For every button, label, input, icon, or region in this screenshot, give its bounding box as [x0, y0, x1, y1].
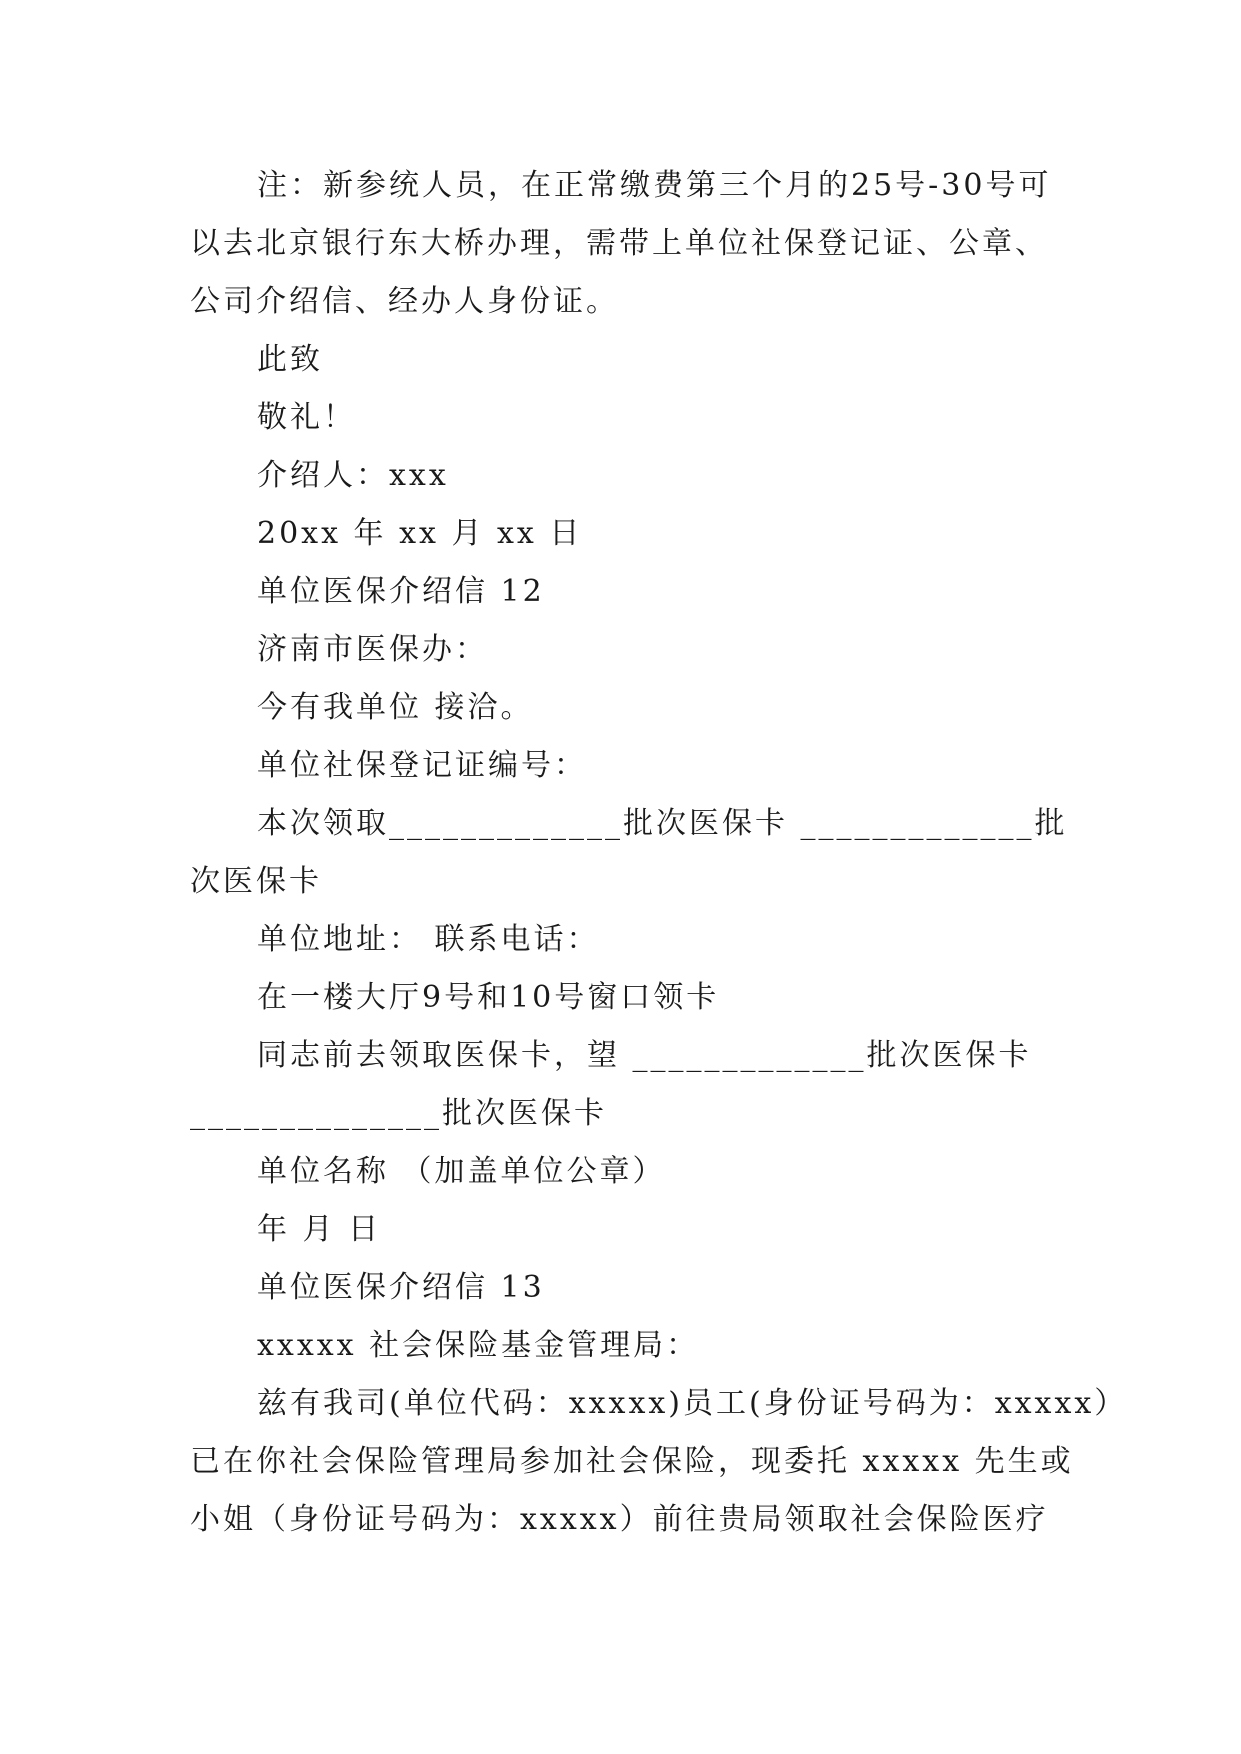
closing-salutation: 此致 — [257, 342, 323, 377]
date-line: 20xx 年 xx 月 xx 日 — [257, 516, 583, 551]
section-title-12: 单位医保介绍信 12 — [257, 574, 545, 609]
body-line-13-1: 兹有我司(单位代码：xxxxx)员工(身份证号码为：xxxxx） — [257, 1386, 1128, 1421]
collect-line-1: 同志前去领取医保卡，望 _____________批次医保卡 — [257, 1038, 1032, 1073]
section-title-13: 单位医保介绍信 13 — [257, 1270, 545, 1305]
unit-name-line: 单位名称 （加盖单位公章） — [257, 1154, 666, 1189]
body-line-13-2: 已在你社会保险管理局参加社会保险，现委托 xxxxx 先生或 — [190, 1444, 1074, 1479]
date-blank-line: 年 月 日 — [257, 1212, 382, 1247]
batch-line-1: 本次领取_____________批次医保卡 _____________批 — [257, 806, 1068, 841]
collect-line-2: ______________批次医保卡 — [190, 1096, 607, 1131]
window-line: 在一楼大厅9号和10号窗口领卡 — [257, 980, 720, 1015]
closing-regards: 敬礼！ — [257, 400, 356, 435]
recipient-line-13: xxxxx 社会保险基金管理局： — [257, 1328, 700, 1363]
recipient-line: 济南市医保办： — [257, 632, 488, 667]
body-line: 今有我单位 接洽。 — [257, 690, 534, 725]
body-line-13-3: 小姐（身份证号码为：xxxxx）前往贵局领取社会保险医疗 — [190, 1502, 1049, 1537]
introducer-line: 介绍人：xxx — [257, 458, 449, 493]
registration-number-line: 单位社保登记证编号： — [257, 748, 587, 783]
batch-line-2: 次医保卡 — [190, 864, 322, 899]
address-phone-line: 单位地址： 联系电话： — [257, 922, 600, 957]
note-line-2: 以去北京银行东大桥办理，需带上单位社保登记证、公章、 — [190, 226, 1048, 261]
note-line-3: 公司介绍信、经办人身份证。 — [190, 284, 619, 319]
note-line-1: 注：新参统人员，在正常缴费第三个月的25号-30号可 — [257, 168, 1052, 203]
